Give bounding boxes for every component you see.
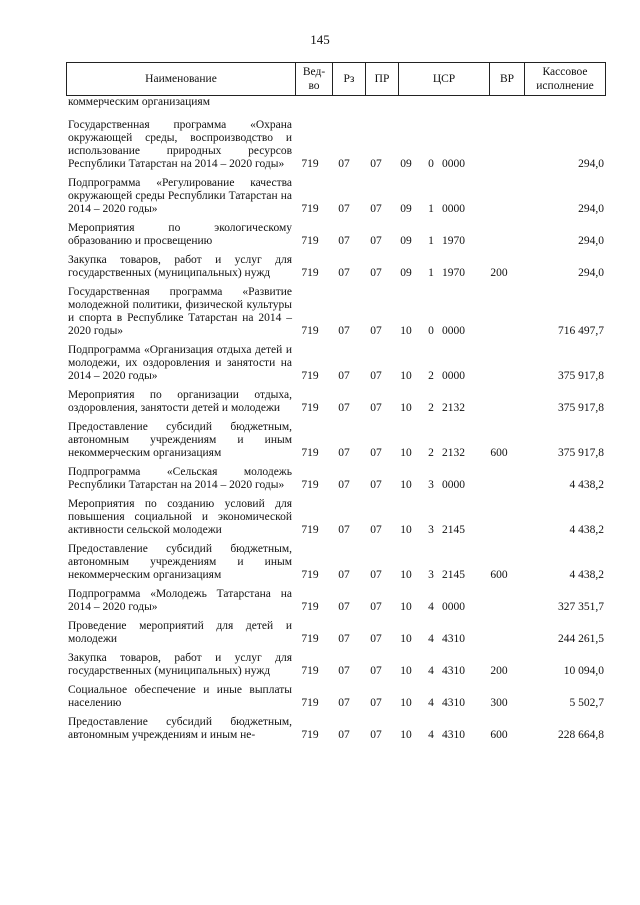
row-pr: 07 [370, 601, 382, 613]
row-csr-code: 0000 [442, 325, 465, 337]
row-ved: 719 [301, 665, 319, 677]
row-ved: 719 [301, 569, 319, 581]
row-rz: 07 [338, 235, 350, 247]
row-csr-program: 09 [400, 203, 412, 215]
row-csr-subprogram: 2 [428, 370, 434, 382]
row-rz: 07 [338, 158, 350, 170]
row-vr: 600 [490, 569, 508, 581]
row-name: Предоставление субсидий бюджетным, автономным учреждениям и иным некоммерческим организациям [68, 421, 292, 459]
table-row [66, 254, 606, 280]
row-csr-subprogram: 3 [428, 524, 434, 536]
row-rz: 07 [338, 665, 350, 677]
row-csr-program: 10 [400, 729, 412, 741]
row-csr-subprogram: 4 [428, 633, 434, 645]
row-pr: 07 [370, 402, 382, 414]
row-pr: 07 [370, 729, 382, 741]
table-row [66, 716, 606, 742]
row-ved: 719 [301, 267, 319, 279]
row-ved: 719 [301, 402, 319, 414]
row-csr-program: 10 [400, 665, 412, 677]
row-rz: 07 [338, 447, 350, 459]
row-name: Подпрограмма «Сельская молодежь Республики Татарстан на 2014 – 2020 годы» [68, 466, 292, 491]
row-csr-program: 10 [400, 402, 412, 414]
row-vr: 200 [490, 665, 508, 677]
table-row [66, 119, 606, 171]
row-name: Подпрограмма «Молодежь Татарстана на 2014 – 2020 годы» [68, 588, 292, 613]
row-ved: 719 [301, 370, 319, 382]
row-name: Проведение мероприятий для детей и молодежи [68, 620, 292, 645]
row-pr: 07 [370, 267, 382, 279]
row-rz: 07 [338, 697, 350, 709]
row-sum: 294,0 [578, 203, 604, 215]
row-pr: 07 [370, 158, 382, 170]
row-name: Закупка товаров, работ и услуг для государственных (муниципальных) нужд [68, 254, 292, 279]
row-sum: 5 502,7 [569, 697, 604, 709]
row-csr-program: 10 [400, 569, 412, 581]
row-pr: 07 [370, 447, 382, 459]
row-csr-code: 4310 [442, 729, 465, 741]
row-csr-code: 0000 [442, 370, 465, 382]
row-csr-code: 0000 [442, 479, 465, 491]
row-sum: 294,0 [578, 267, 604, 279]
row-vr: 600 [490, 729, 508, 741]
row-csr-code: 2132 [442, 402, 465, 414]
row-csr-program: 10 [400, 524, 412, 536]
continuation-text: коммерческим организациям [68, 96, 210, 108]
row-csr-subprogram: 1 [428, 203, 434, 215]
row-sum: 4 438,2 [569, 524, 604, 536]
table-row [66, 286, 606, 338]
row-sum: 244 261,5 [558, 633, 604, 645]
row-csr-program: 09 [400, 267, 412, 279]
row-name: Государственная программа «Развитие молодежной политики, физической культуры и спорта в Республике Татарстан на 2014 – 2020 годы» [68, 286, 292, 337]
table-row [66, 652, 606, 678]
row-csr-subprogram: 1 [428, 235, 434, 247]
row-ved: 719 [301, 479, 319, 491]
row-csr-program: 10 [400, 479, 412, 491]
row-ved: 719 [301, 601, 319, 613]
row-sum: 716 497,7 [558, 325, 604, 337]
row-pr: 07 [370, 325, 382, 337]
row-csr-subprogram: 4 [428, 665, 434, 677]
row-pr: 07 [370, 235, 382, 247]
row-sum: 375 917,8 [558, 447, 604, 459]
header-name: Наименование [67, 63, 296, 96]
header-sum: Кассовое исполнение [525, 63, 606, 96]
table-row [66, 684, 606, 710]
row-name: Закупка товаров, работ и услуг для государственных (муниципальных) нужд [68, 652, 292, 677]
row-rz: 07 [338, 370, 350, 382]
row-rz: 07 [338, 325, 350, 337]
row-pr: 07 [370, 665, 382, 677]
row-pr: 07 [370, 569, 382, 581]
row-sum: 294,0 [578, 235, 604, 247]
row-csr-subprogram: 0 [428, 158, 434, 170]
table-row [66, 498, 606, 537]
row-name: Мероприятия по организации отдыха, оздоровления, занятости детей и молодежи [68, 389, 292, 414]
row-csr-subprogram: 3 [428, 479, 434, 491]
header-vr: ВР [490, 63, 525, 96]
row-csr-subprogram: 3 [428, 569, 434, 581]
row-ved: 719 [301, 325, 319, 337]
row-ved: 719 [301, 447, 319, 459]
row-csr-program: 09 [400, 158, 412, 170]
row-csr-code: 4310 [442, 665, 465, 677]
table-row [66, 344, 606, 383]
row-csr-subprogram: 2 [428, 447, 434, 459]
row-csr-program: 10 [400, 697, 412, 709]
row-rz: 07 [338, 569, 350, 581]
table-row [66, 588, 606, 614]
row-rz: 07 [338, 402, 350, 414]
row-csr-code: 0000 [442, 203, 465, 215]
row-sum: 4 438,2 [569, 569, 604, 581]
row-rz: 07 [338, 524, 350, 536]
row-ved: 719 [301, 697, 319, 709]
row-pr: 07 [370, 479, 382, 491]
row-csr-subprogram: 4 [428, 697, 434, 709]
row-csr-code: 2145 [442, 569, 465, 581]
row-sum: 228 664,8 [558, 729, 604, 741]
row-ved: 719 [301, 729, 319, 741]
row-csr-code: 2132 [442, 447, 465, 459]
row-vr: 200 [490, 267, 508, 279]
row-sum: 375 917,8 [558, 402, 604, 414]
row-pr: 07 [370, 370, 382, 382]
row-sum: 327 351,7 [558, 601, 604, 613]
row-csr-code: 4310 [442, 633, 465, 645]
row-csr-code: 0000 [442, 601, 465, 613]
row-name: Государственная программа «Охрана окружающей среды, воспроизводство и использование природных ресурсов Республики Татарстан на 2014 – 2020 годы» [68, 119, 292, 170]
row-csr-program: 10 [400, 447, 412, 459]
row-ved: 719 [301, 524, 319, 536]
row-name: Подпрограмма «Организация отдыха детей и молодежи, их оздоровления и занятости на 2014 – 2020 годы» [68, 344, 292, 382]
row-pr: 07 [370, 524, 382, 536]
row-pr: 07 [370, 633, 382, 645]
table-body [66, 96, 606, 748]
table-row [66, 177, 606, 216]
row-csr-code: 1970 [442, 235, 465, 247]
row-csr-subprogram: 4 [428, 729, 434, 741]
row-csr-program: 10 [400, 325, 412, 337]
rows-container [66, 119, 606, 742]
row-csr-code: 2145 [442, 524, 465, 536]
row-csr-code: 4310 [442, 697, 465, 709]
row-csr-program: 10 [400, 601, 412, 613]
row-name: Мероприятия по созданию условий для повышения социальной и экономической активности сельской молодежи [68, 498, 292, 536]
row-name: Предоставление субсидий бюджетным, автономным учреждениям и иным не- [68, 716, 292, 741]
table-row [66, 389, 606, 415]
header-rz: Рз [333, 63, 366, 96]
row-csr-code: 0000 [442, 158, 465, 170]
row-name: Мероприятия по экологическому образованию и просвещению [68, 222, 292, 247]
table-row [66, 222, 606, 248]
row-rz: 07 [338, 729, 350, 741]
row-rz: 07 [338, 267, 350, 279]
row-csr-program: 10 [400, 633, 412, 645]
row-sum: 294,0 [578, 158, 604, 170]
table-row [66, 421, 606, 460]
table-row [66, 620, 606, 646]
row-vr: 600 [490, 447, 508, 459]
row-ved: 719 [301, 235, 319, 247]
row-csr-code: 1970 [442, 267, 465, 279]
row-csr-subprogram: 4 [428, 601, 434, 613]
row-rz: 07 [338, 479, 350, 491]
table-row [66, 543, 606, 582]
table-row [66, 466, 606, 492]
row-ved: 719 [301, 158, 319, 170]
row-rz: 07 [338, 203, 350, 215]
row-ved: 719 [301, 203, 319, 215]
row-rz: 07 [338, 633, 350, 645]
row-rz: 07 [338, 601, 350, 613]
row-csr-program: 09 [400, 235, 412, 247]
table-header [66, 62, 606, 96]
row-csr-subprogram: 2 [428, 402, 434, 414]
row-name: Подпрограмма «Регулирование качества окружающей среды Республики Татарстан на 2014 – 2020 годы» [68, 177, 292, 215]
page-number: 145 [310, 32, 330, 47]
row-sum: 375 917,8 [558, 370, 604, 382]
row-csr-subprogram: 0 [428, 325, 434, 337]
row-vr: 300 [490, 697, 508, 709]
header-ved: Вед- во [296, 63, 333, 96]
row-name: Предоставление субсидий бюджетным, автономным учреждениям и иным некоммерческим организациям [68, 543, 292, 581]
row-sum: 4 438,2 [569, 479, 604, 491]
header-pr: ПР [366, 63, 399, 96]
row-name: Социальное обеспечение и иные выплаты населению [68, 684, 292, 709]
header-row [67, 63, 606, 96]
row-pr: 07 [370, 203, 382, 215]
row-csr-subprogram: 1 [428, 267, 434, 279]
row-ved: 719 [301, 633, 319, 645]
row-pr: 07 [370, 697, 382, 709]
row-csr-program: 10 [400, 370, 412, 382]
row-sum: 10 094,0 [563, 665, 604, 677]
header-csr: ЦСР [399, 63, 490, 96]
